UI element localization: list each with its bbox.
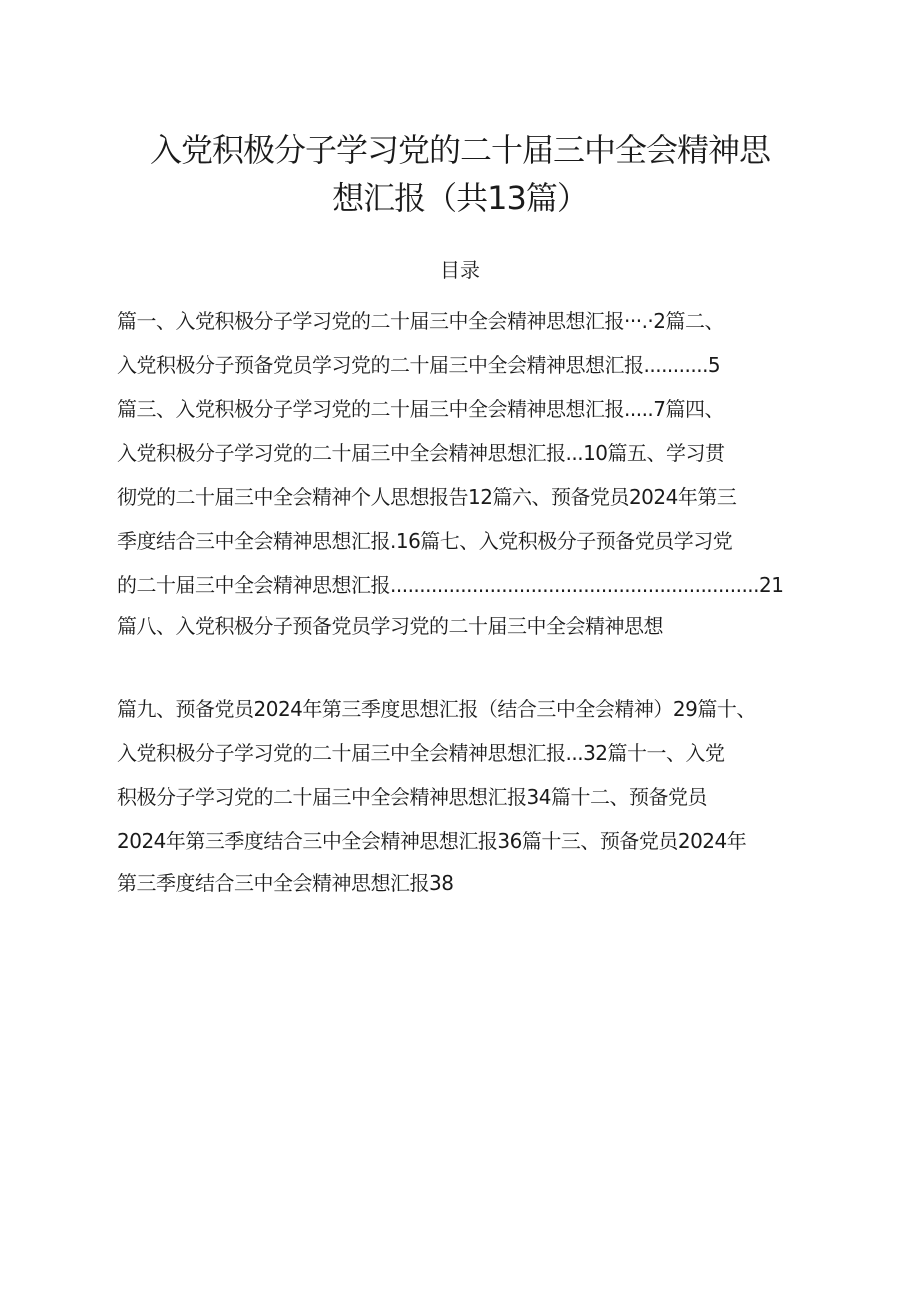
toc-line: 积极分子学习党的二十届三中全会精神思想汇报34篇十二、预备党员 bbox=[117, 785, 707, 809]
toc-line: 入党积极分子学习党的二十届三中全会精神思想汇报...32篇十一、入党 bbox=[117, 741, 725, 765]
toc-line: 篇三、入党积极分子学习党的二十届三中全会精神思想汇报.....7篇四、 bbox=[117, 397, 725, 421]
toc-line: 第三季度结合三中全会精神思想汇报38 bbox=[117, 871, 454, 895]
toc-line: 彻党的二十届三中全会精神个人思想报告12篇六、预备党员2024年第三 bbox=[117, 485, 737, 509]
toc-heading: 目录 bbox=[440, 258, 480, 282]
document-title-line-2: 想汇报（共13篇） bbox=[332, 179, 588, 217]
toc-line: 季度结合三中全会精神思想汇报.16篇七、入党积极分子预备党员学习党 bbox=[117, 529, 733, 553]
toc-line: 篇一、入党积极分子学习党的二十届三中全会精神思想汇报···.·2篇二、 bbox=[117, 309, 725, 333]
toc-line: 2024年第三季度结合三中全会精神思想汇报36篇十三、预备党员2024年 bbox=[117, 829, 747, 853]
toc-line: 入党积极分子学习党的二十届三中全会精神思想汇报...10篇五、学习贯 bbox=[117, 441, 725, 465]
toc-line: 的二十届三中全会精神思想汇报...............................................................21 bbox=[117, 573, 784, 597]
toc-line: 入党积极分子预备党员学习党的二十届三中全会精神思想汇报...........5 bbox=[117, 353, 721, 377]
toc-line: 篇八、入党积极分子预备党员学习党的二十届三中全会精神思想 bbox=[117, 614, 663, 638]
toc-line: 篇九、预备党员2024年第三季度思想汇报（结合三中全会精神）29篇十、 bbox=[117, 697, 756, 721]
document-title-line-1: 入党积极分子学习党的二十届三中全会精神思 bbox=[149, 131, 770, 169]
